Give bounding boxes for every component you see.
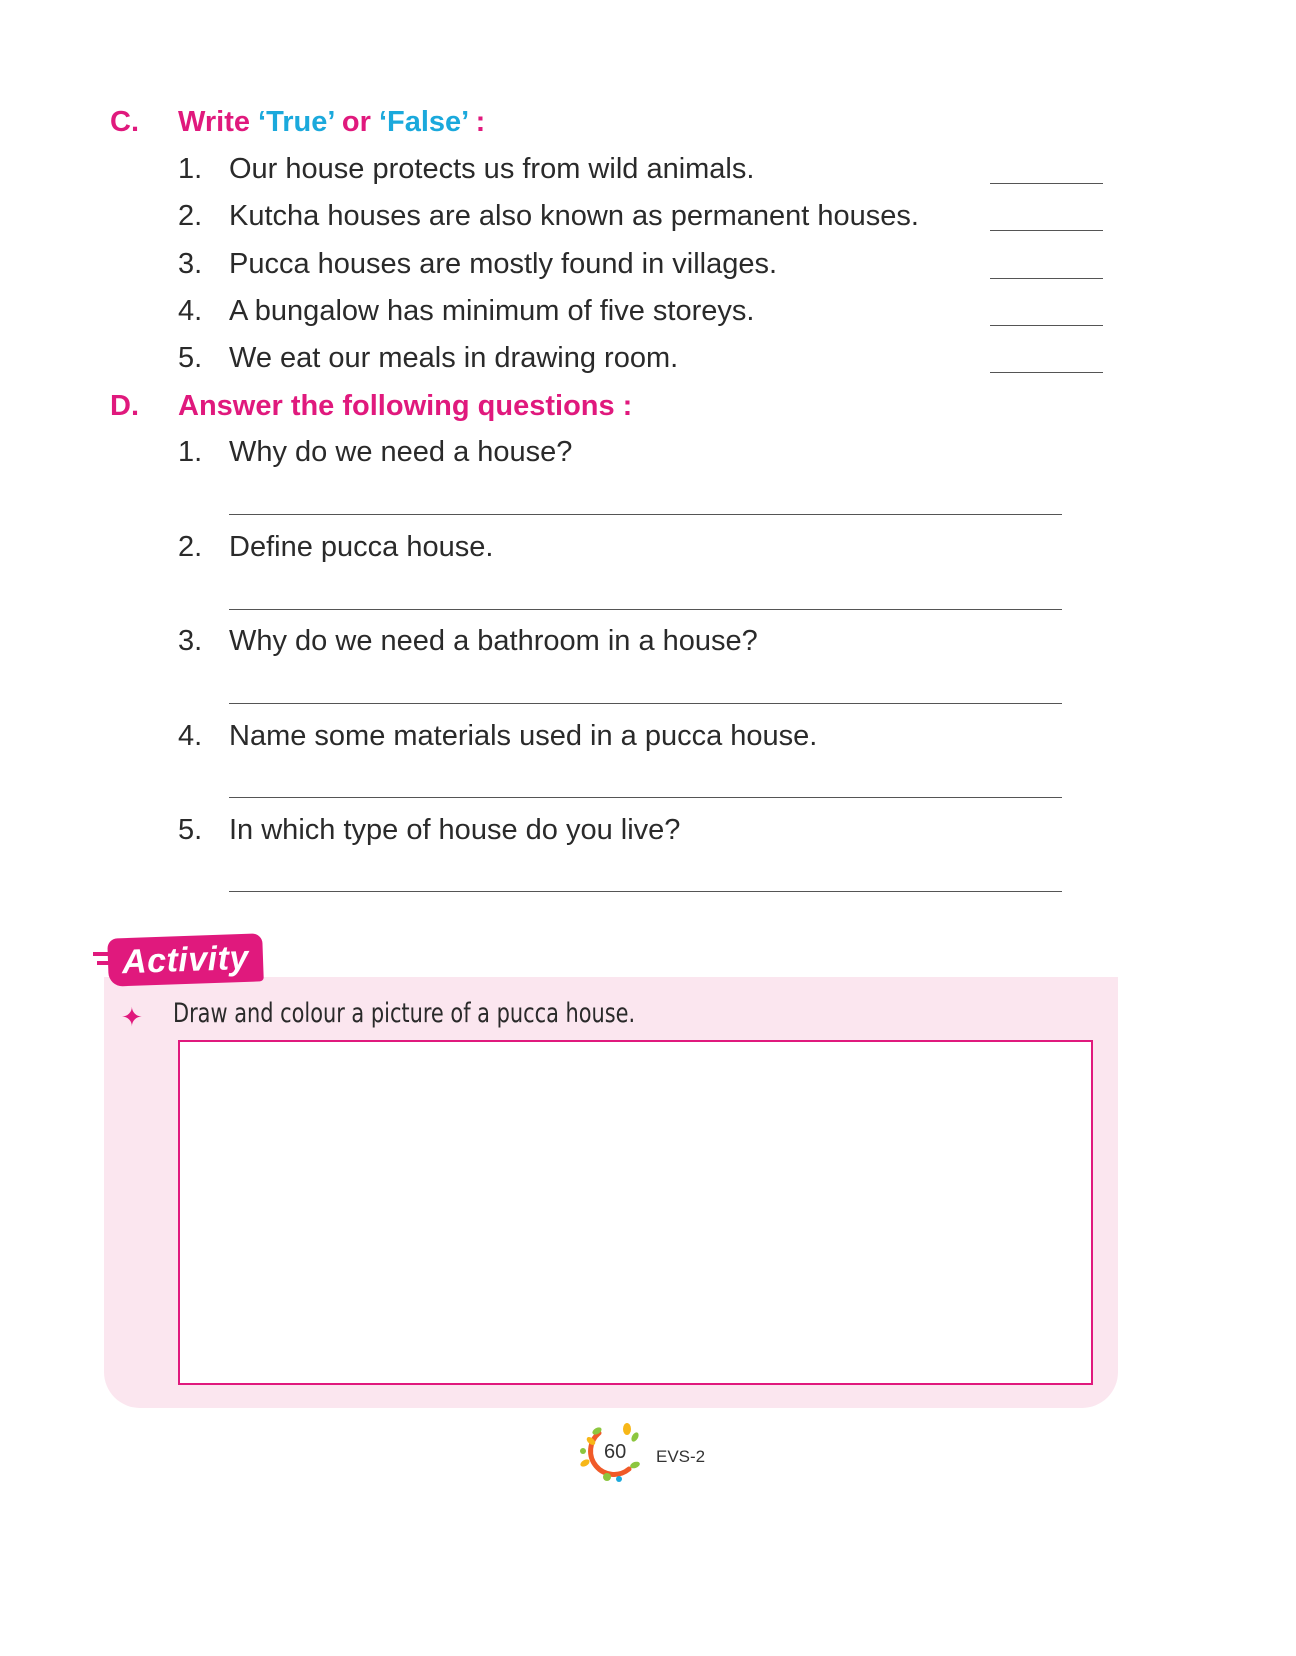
title-text: or xyxy=(333,106,379,138)
tf-answer-blank[interactable] xyxy=(990,278,1103,279)
title-text: : xyxy=(467,106,486,138)
tf-answer-blank[interactable] xyxy=(990,325,1103,326)
question-number: 5. xyxy=(178,814,203,846)
keyword-true: ‘True’ xyxy=(258,106,334,138)
answer-line[interactable] xyxy=(229,514,1062,515)
answer-line[interactable] xyxy=(229,609,1062,610)
activity-tag: Activity xyxy=(107,933,263,986)
page-number: 60 xyxy=(604,1441,627,1463)
activity-instruction: Draw and colour a picture of a pucca house. xyxy=(173,998,636,1029)
sparkle-bullet-icon: ✦ xyxy=(121,1002,143,1032)
question-number: 2. xyxy=(178,531,203,563)
question-number: 4. xyxy=(178,720,203,752)
tf-statement: Pucca houses are mostly found in villages. xyxy=(229,248,778,280)
tf-answer-blank[interactable] xyxy=(990,372,1103,373)
title-text: Write xyxy=(178,106,259,138)
page-number-badge xyxy=(577,1421,647,1483)
question-number: 3. xyxy=(178,625,203,657)
section-d-letter: D. xyxy=(110,390,139,422)
keyword-false: ‘False’ xyxy=(378,106,468,138)
tf-number: 1. xyxy=(178,153,203,185)
question-number: 1. xyxy=(178,436,203,468)
book-code: EVS-2 xyxy=(656,1447,706,1466)
tf-answer-blank[interactable] xyxy=(990,230,1103,231)
question-text: Name some materials used in a pucca house. xyxy=(229,720,818,752)
question-text: Why do we need a bathroom in a house? xyxy=(229,625,758,657)
tf-number: 4. xyxy=(178,295,203,327)
section-c-letter: C. xyxy=(110,106,139,138)
question-text: In which type of house do you live? xyxy=(229,814,681,846)
tf-statement: Our house protects us from wild animals. xyxy=(229,153,755,185)
question-text: Define pucca house. xyxy=(229,531,494,563)
tf-answer-blank[interactable] xyxy=(990,183,1103,184)
tf-statement: Kutcha houses are also known as permanent houses. xyxy=(229,200,919,232)
section-c-title xyxy=(178,106,485,139)
question-text: Why do we need a house? xyxy=(229,436,573,468)
drawing-box[interactable] xyxy=(178,1040,1093,1385)
tf-number: 2. xyxy=(178,200,203,232)
tf-statement: A bungalow has minimum of five storeys. xyxy=(229,295,755,327)
answer-line[interactable] xyxy=(229,797,1062,798)
tf-number: 5. xyxy=(178,342,203,374)
tf-statement: We eat our meals in drawing room. xyxy=(229,342,679,374)
tf-number: 3. xyxy=(178,248,203,280)
answer-line[interactable] xyxy=(229,703,1062,704)
section-d-title: Answer the following questions : xyxy=(178,390,633,422)
answer-line[interactable] xyxy=(229,891,1062,892)
